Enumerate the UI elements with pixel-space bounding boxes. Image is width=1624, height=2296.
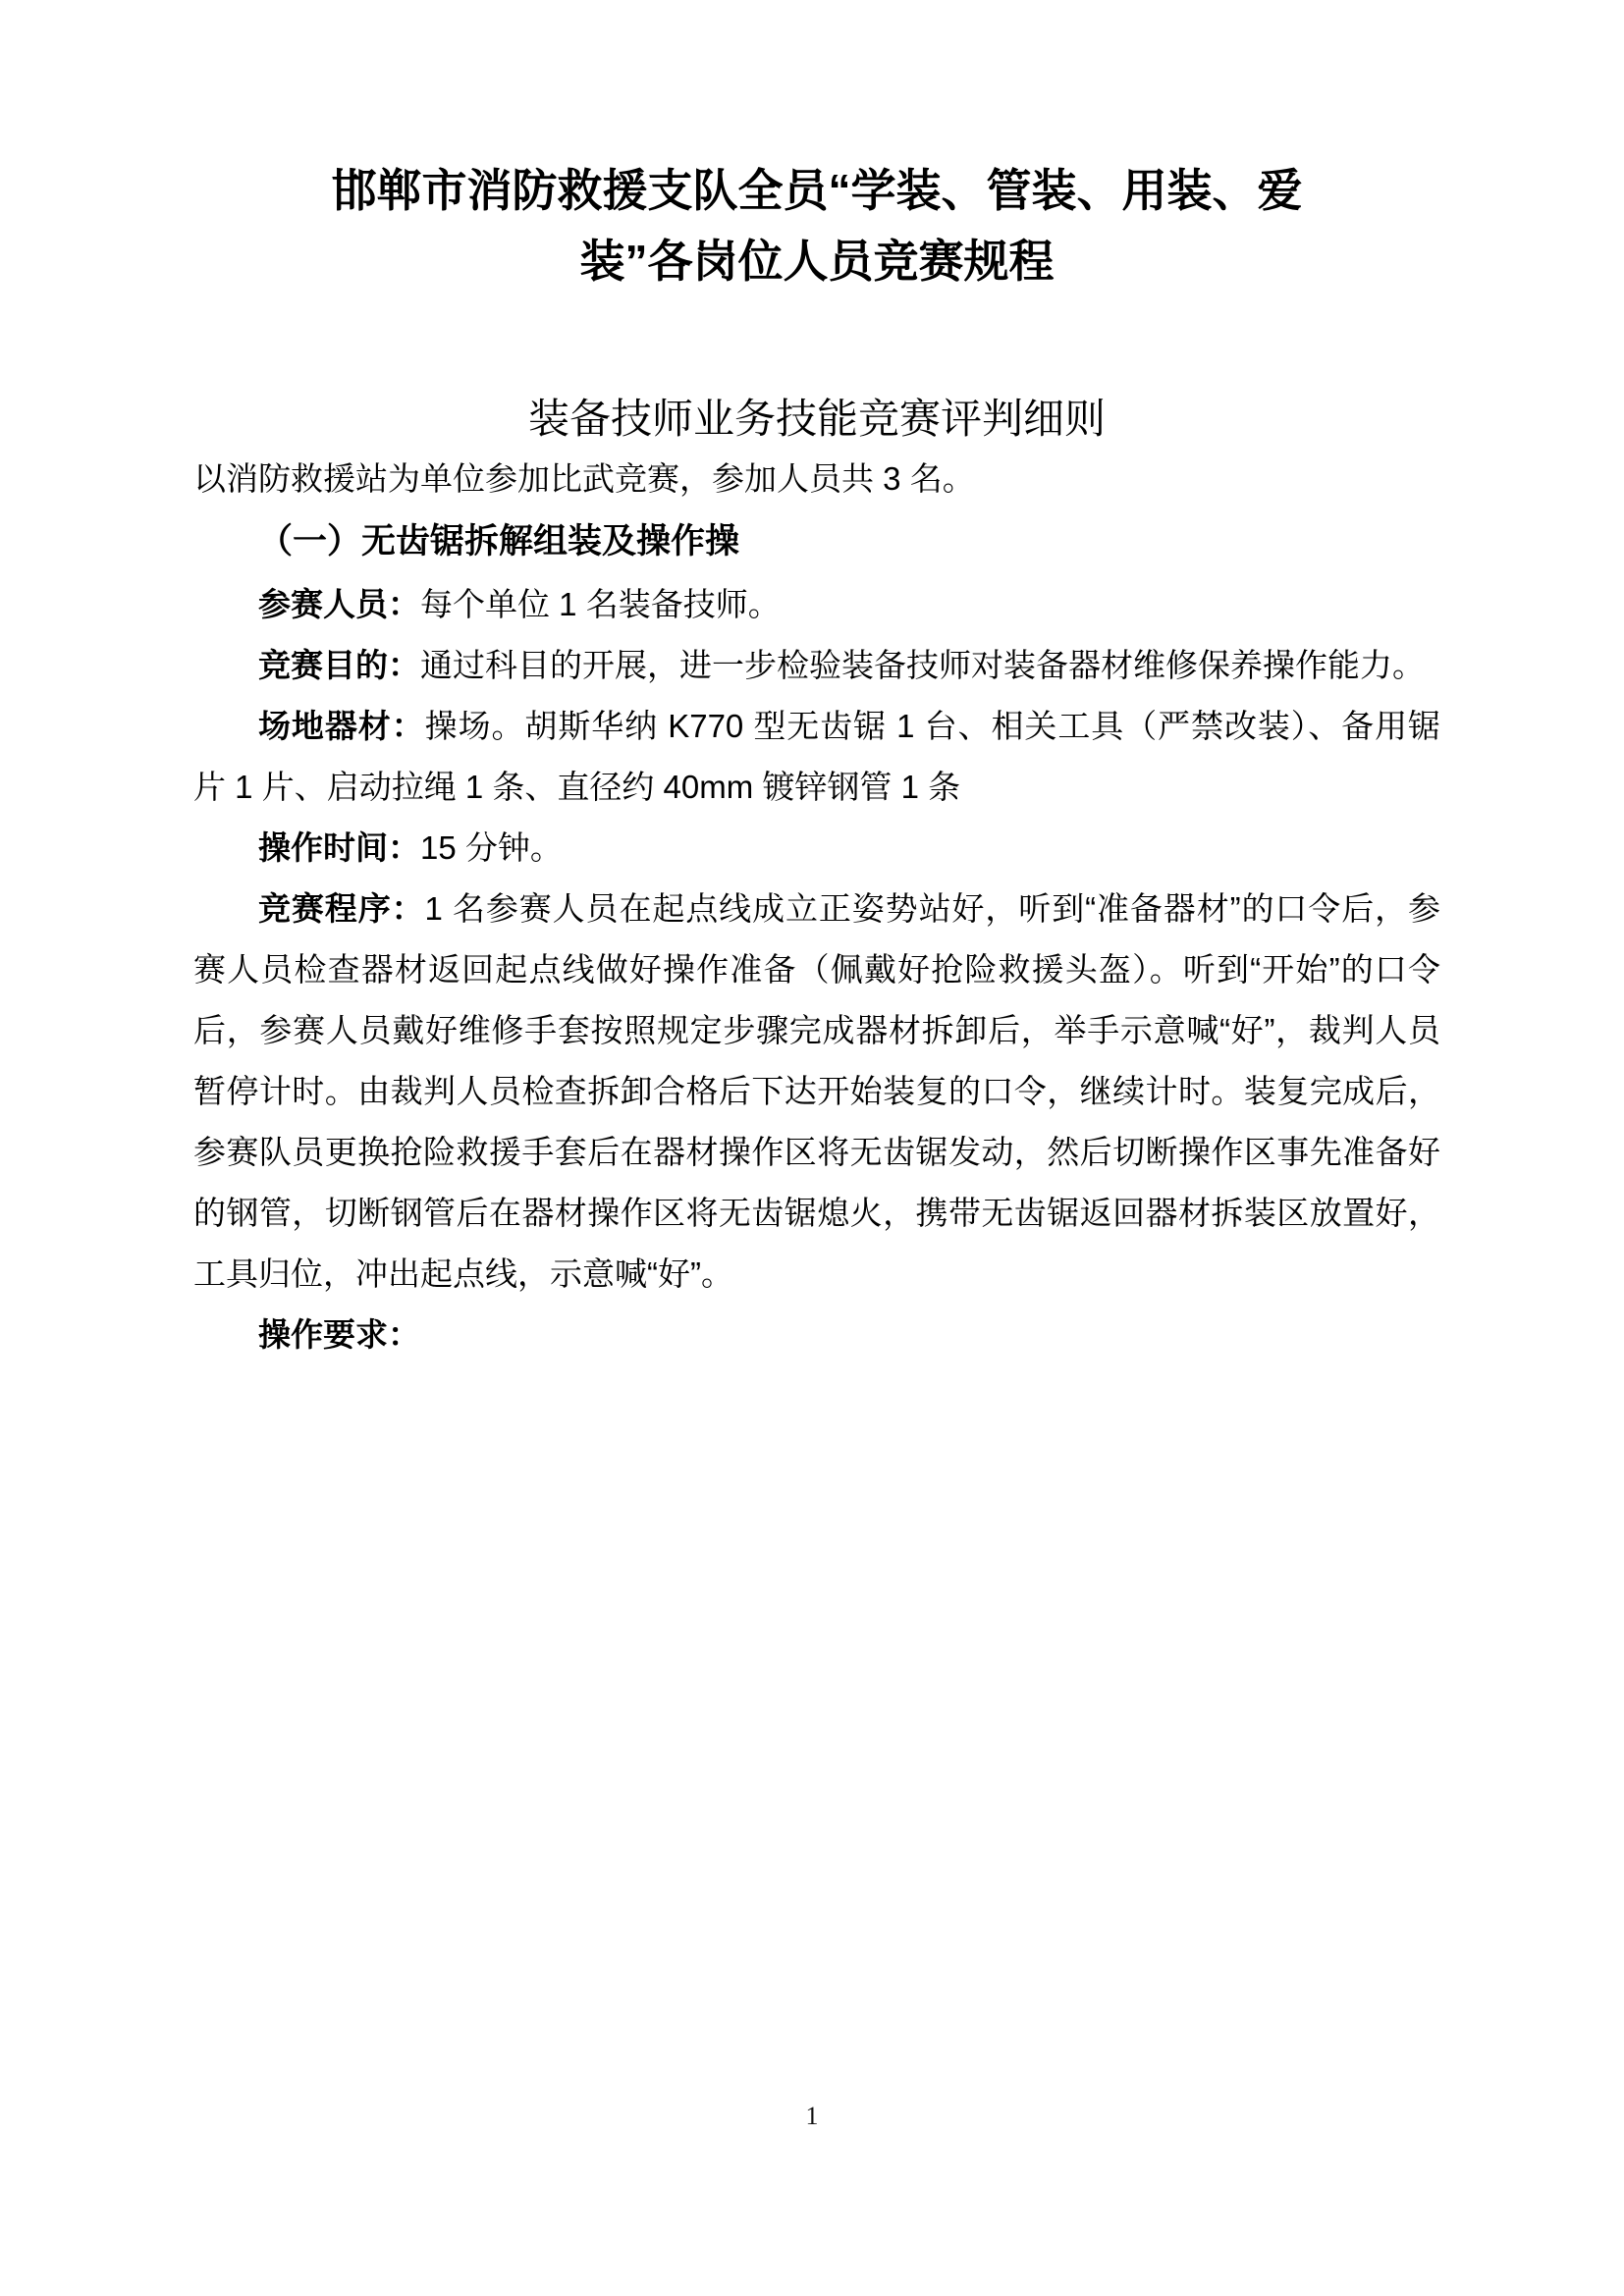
intro-paragraph: 以消防救援站为单位参加比武竞赛，参加人员共 3 名。: [193, 460, 975, 497]
item-objective: [193, 635, 1440, 696]
subheading-item-one: （一）无齿锯拆解组装及操作操: [258, 522, 740, 561]
item-objective-label: 竞赛目的：: [258, 647, 420, 683]
item-objective-text: 通过科目的开展，进一步检验装备技师对装备器材维修保养操作能力。: [420, 647, 1425, 683]
item-participants: [193, 574, 1440, 635]
page-content: [193, 0, 1440, 1365]
item-procedure-label: 竞赛程序：: [258, 890, 425, 927]
document-title-line-2: 装”各岗位人员竞赛规程: [579, 236, 1055, 287]
document-title-line-1: 邯郸市消防救援支队全员“学装、管装、用装、爱: [331, 165, 1303, 216]
item-duration-text: 15 分钟。: [420, 829, 563, 866]
item-venue-equipment-label: 场地器材：: [258, 708, 425, 744]
item-requirements: [193, 1305, 1440, 1365]
item-participants-text: 每个单位 1 名装备技师。: [420, 586, 781, 622]
item-procedure-text: 1 名参赛人员在起点线成立正姿势站好，听到“准备器材”的口令后，参赛人员检查器材返回起点线做好操作准备（佩戴好抢险救援头盔）。听到“开始”的口令后，参赛人员戴好维修手套按照规定步骤完成器材拆卸后，举手示意喊“好”，裁判人员暂停计时。由裁判人员检查拆卸合格后下达开始装复的口令，继续计时。装复完成后，参赛队员更换抢险救援手套后在器材操作区将无齿锯发动，然后切断操作区事先准备好的钢管，切断钢管后在器材操作区将无齿锯熄火，携带无齿锯返回器材拆装区放置好，工具归位，冲出起点线，示意喊“好”。: [193, 890, 1441, 1292]
item-venue-equipment: [193, 696, 1440, 818]
item-procedure: [193, 879, 1440, 1305]
item-venue-equipment-text: 操场。胡斯华纳 K770 型无齿锯 1 台、相关工具（严禁改装）、备用锯片 1 片、启动拉绳 1 条、直径约 40mm 镀锌钢管 1 条: [193, 708, 1441, 805]
item-duration-label: 操作时间：: [258, 829, 420, 866]
section-heading: 装备技师业务技能竞赛评判细则: [527, 396, 1106, 442]
item-requirements-label: 操作要求：: [258, 1316, 420, 1353]
item-duration: [193, 818, 1440, 879]
document-title: [193, 0, 1440, 296]
item-participants-label: 参赛人员：: [258, 586, 420, 622]
page-number: 1: [805, 2102, 819, 2130]
